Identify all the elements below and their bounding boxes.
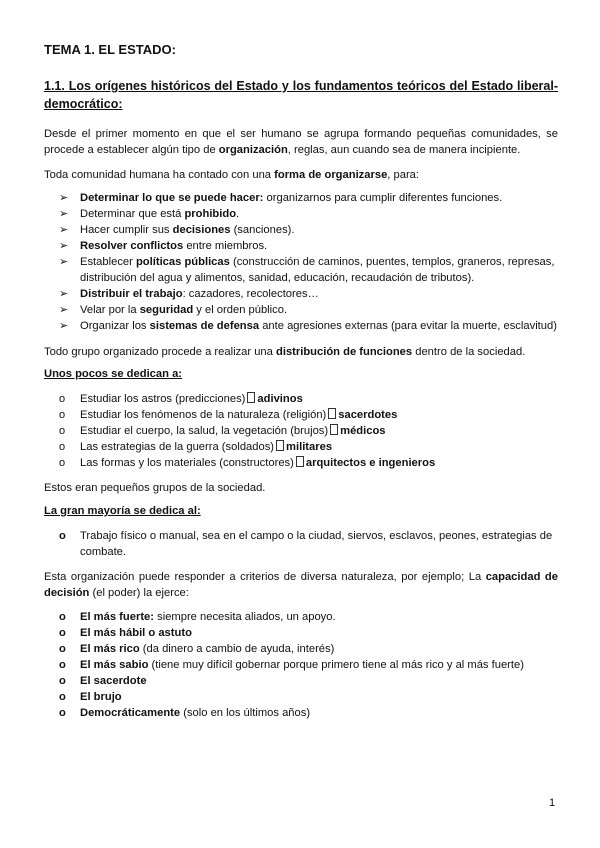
majority-heading: La gran mayoría se dedica al: bbox=[44, 505, 201, 517]
paragraph-distribucion: Todo grupo organizado procede a realizar una distribución de funciones dentro de la sociedad. bbox=[44, 346, 526, 358]
purpose-post: organizarnos para cumplir diferentes funciones. bbox=[263, 192, 503, 204]
circle-bullet-icon: o bbox=[59, 425, 66, 437]
purpose-post: (construcción de caminos, puentes, templos, graneros, represas, distribución del agua y alimentos, sanidad, educación, recaudación de tributos). bbox=[80, 256, 555, 284]
arrow-bullet-icon: ➢ bbox=[59, 256, 69, 268]
purpose-pre: Organizar los bbox=[80, 320, 150, 332]
purpose-item bbox=[44, 286, 558, 302]
power-item bbox=[44, 609, 558, 625]
power-item-bold: El más hábil o astuto bbox=[80, 627, 192, 639]
power-item-post: (solo en los últimos años) bbox=[180, 707, 311, 719]
bold-o-bullet-icon: o bbox=[59, 691, 66, 703]
few-heading: Unos pocos se dedican a: bbox=[44, 368, 183, 380]
arrow-bullet-icon: ➢ bbox=[59, 240, 69, 252]
missing-glyph-icon bbox=[276, 440, 284, 451]
purpose-item bbox=[44, 318, 558, 334]
circle-bullet-icon: o bbox=[59, 409, 66, 421]
purpose-pre: Determinar que está bbox=[80, 208, 185, 220]
majority-list bbox=[44, 528, 558, 560]
few-item bbox=[44, 423, 558, 439]
power-item bbox=[44, 625, 558, 641]
power-item-bold: El más sabio bbox=[80, 659, 149, 671]
power-item-post: siempre necesita aliados, un apoyo. bbox=[154, 611, 336, 623]
purpose-post: (sanciones). bbox=[230, 224, 295, 236]
missing-glyph-icon bbox=[296, 456, 304, 467]
purpose-item bbox=[44, 238, 558, 254]
power-item bbox=[44, 641, 558, 657]
page-number: 1 bbox=[549, 797, 556, 809]
paragraph-pequenos-grupos: Estos eran pequeños grupos de la sociedad. bbox=[44, 482, 266, 494]
arrow-bullet-icon: ➢ bbox=[59, 288, 69, 300]
few-item bbox=[44, 391, 558, 407]
few-item-text: Las estrategias de la guerra (soldados) bbox=[80, 441, 275, 453]
few-item bbox=[44, 455, 558, 471]
few-item-text: Estudiar el cuerpo, la salud, la vegetación (brujos) bbox=[80, 425, 329, 437]
purpose-item bbox=[44, 222, 558, 238]
purpose-post: y el orden público. bbox=[193, 304, 288, 316]
power-item-post: (tiene muy difícil gobernar porque primero tiene al más rico y al más fuerte) bbox=[148, 659, 524, 671]
few-list bbox=[44, 391, 558, 471]
power-list bbox=[44, 609, 558, 721]
majority-item-text: Trabajo físico o manual, sea en el campo o la ciudad, siervos, esclavos, peones, estrategias de combate. bbox=[80, 530, 553, 558]
purpose-post: entre miembros. bbox=[183, 240, 268, 252]
majority-item bbox=[44, 528, 558, 560]
power-item bbox=[44, 689, 558, 705]
power-item-bold: El más fuerte: bbox=[80, 611, 154, 623]
few-item-text: Estudiar los astros (predicciones) bbox=[80, 393, 246, 405]
purpose-bold: Resolver conflictos bbox=[80, 240, 184, 252]
bold-o-bullet-icon: o bbox=[59, 611, 66, 623]
circle-bullet-icon: o bbox=[59, 393, 66, 405]
purpose-bold: Distribuir el trabajo bbox=[80, 288, 183, 300]
few-item-text: Las formas y los materiales (constructores) bbox=[80, 457, 294, 469]
missing-glyph-icon bbox=[328, 408, 336, 419]
circle-bullet-icon: o bbox=[59, 441, 66, 453]
power-item bbox=[44, 673, 558, 689]
power-item-bold: El brujo bbox=[80, 691, 122, 703]
bold-o-bullet-icon: o bbox=[59, 675, 66, 687]
purpose-bold: políticas públicas bbox=[135, 256, 230, 268]
purpose-pre: Establecer bbox=[80, 256, 136, 268]
paragraph-forma-organizarse: Toda comunidad humana ha contado con una forma de organizarse, para: bbox=[44, 169, 420, 181]
purpose-item bbox=[44, 190, 558, 206]
arrow-bullet-icon: ➢ bbox=[59, 192, 69, 204]
few-item-role: sacerdotes bbox=[338, 409, 398, 421]
purpose-post: . bbox=[236, 208, 240, 220]
bold-o-bullet-icon: o bbox=[59, 643, 66, 655]
purpose-bold: sistemas de defensa bbox=[149, 320, 260, 332]
few-item-role: militares bbox=[286, 441, 333, 453]
bold-o-bullet-icon: o bbox=[59, 530, 66, 542]
bold-o-bullet-icon: o bbox=[59, 627, 66, 639]
power-item-bold: El sacerdote bbox=[80, 675, 147, 687]
intro-paragraph: Desde el primer momento en que el ser humano se agrupa formando pequeñas comunidades, se procede a establecer algún tipo de organización, reglas, aun cuando sea de manera incipiente. bbox=[44, 128, 558, 156]
purpose-post: : cazadores, recolectores… bbox=[182, 288, 319, 300]
bold-o-bullet-icon: o bbox=[59, 707, 66, 719]
circle-bullet-icon: o bbox=[59, 457, 66, 469]
arrow-bullet-icon: ➢ bbox=[59, 208, 69, 220]
missing-glyph-icon bbox=[330, 424, 338, 435]
few-item bbox=[44, 439, 558, 455]
purpose-item bbox=[44, 206, 558, 222]
purpose-item bbox=[44, 302, 558, 318]
few-item-text: Estudiar los fenómenos de la naturaleza (religión) bbox=[80, 409, 327, 421]
purpose-bold: Determinar lo que se puede hacer: bbox=[80, 192, 264, 204]
purpose-item bbox=[44, 254, 558, 286]
few-item bbox=[44, 407, 558, 423]
document-title: TEMA 1. EL ESTADO: bbox=[44, 42, 176, 57]
purpose-post: ante agresiones externas (para evitar la muerte, esclavitud) bbox=[259, 320, 557, 332]
few-item-role: médicos bbox=[340, 425, 386, 437]
power-item bbox=[44, 657, 558, 673]
section-subtitle: 1.1. Los orígenes históricos del Estado y los fundamentos teóricos del Estado liberal-democrático: bbox=[44, 79, 558, 111]
power-item-bold: El más rico bbox=[80, 643, 140, 655]
purpose-bold: decisiones bbox=[172, 224, 231, 236]
arrow-bullet-icon: ➢ bbox=[59, 304, 69, 316]
bold-o-bullet-icon: o bbox=[59, 659, 66, 671]
purpose-bold: prohibido bbox=[184, 208, 237, 220]
few-item-role: adivinos bbox=[257, 393, 303, 405]
arrow-bullet-icon: ➢ bbox=[59, 320, 69, 332]
purpose-bold: seguridad bbox=[139, 304, 194, 316]
power-item-bold: Democráticamente bbox=[80, 707, 181, 719]
missing-glyph-icon bbox=[247, 392, 255, 403]
arrow-bullet-icon: ➢ bbox=[59, 224, 69, 236]
purpose-pre: Hacer cumplir sus bbox=[80, 224, 173, 236]
purpose-pre: Velar por la bbox=[80, 304, 140, 316]
paragraph-capacidad-decision: Esta organización puede responder a criterios de diversa naturaleza, por ejemplo; La capacidad de decisión (el poder) la ejerce: bbox=[44, 571, 558, 599]
power-item bbox=[44, 705, 558, 721]
power-item-post: (da dinero a cambio de ayuda, interés) bbox=[139, 643, 335, 655]
purposes-list bbox=[44, 190, 558, 334]
few-item-role: arquitectos e ingenieros bbox=[305, 457, 436, 469]
